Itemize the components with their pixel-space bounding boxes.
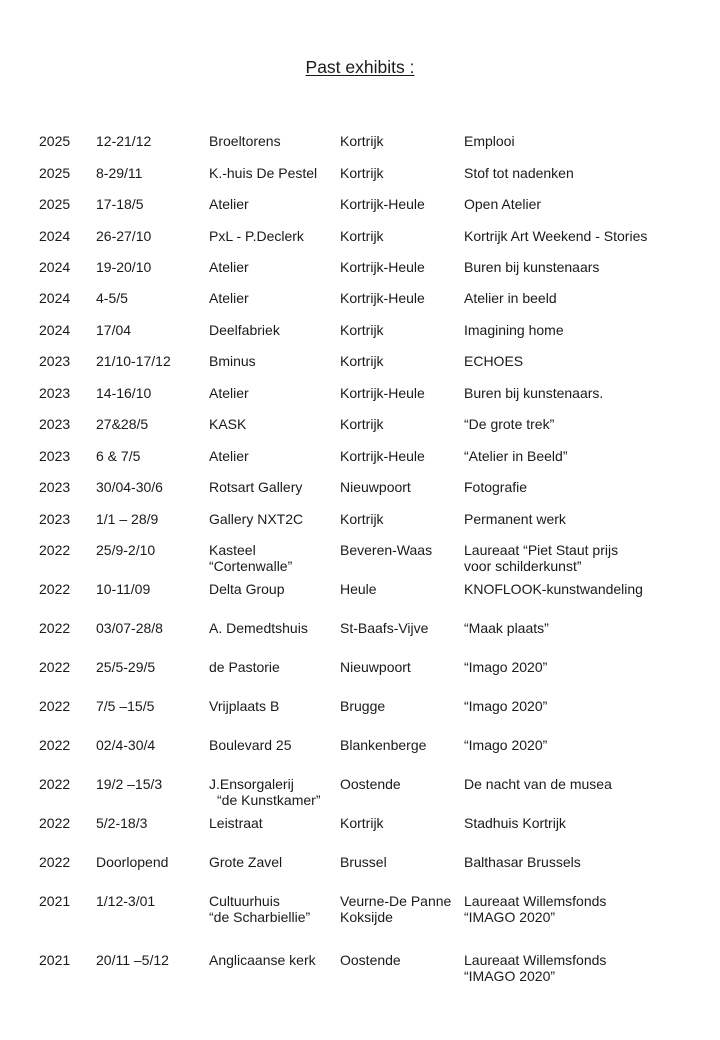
exhibit-city-line: Nieuwpoort xyxy=(340,659,411,675)
exhibit-title-line: “Maak plaats” xyxy=(464,620,549,636)
exhibit-year: 2024 xyxy=(39,259,71,275)
exhibit-city xyxy=(340,542,432,558)
exhibit-venue xyxy=(209,776,320,808)
exhibit-venue-line: Cultuurhuis xyxy=(209,893,280,909)
exhibit-city-line: Kortrijk-Heule xyxy=(340,196,425,212)
exhibit-city-line: Kortrijk xyxy=(340,511,384,527)
exhibit-title xyxy=(464,659,547,675)
exhibit-dates: 17/04 xyxy=(96,322,132,338)
exhibit-title xyxy=(464,353,523,369)
exhibit-venue xyxy=(209,133,281,149)
exhibit-title xyxy=(464,698,547,714)
exhibit-venue xyxy=(209,952,316,968)
exhibit-year: 2021 xyxy=(39,952,71,968)
exhibit-title xyxy=(464,196,541,212)
exhibit-year: 2025 xyxy=(39,133,71,149)
exhibit-title xyxy=(464,448,568,464)
exhibit-city xyxy=(340,416,384,432)
exhibit-title xyxy=(464,385,603,401)
exhibit-dates: 10-11/09 xyxy=(96,581,151,597)
exhibit-title xyxy=(464,133,515,149)
exhibit-city-line: Kortrijk xyxy=(340,133,384,149)
exhibit-venue-line: Atelier xyxy=(209,196,249,212)
exhibit-venue xyxy=(209,659,280,675)
exhibit-title-line: “Imago 2020” xyxy=(464,698,548,714)
exhibit-title-line: ECHOES xyxy=(464,353,524,369)
exhibit-title xyxy=(464,259,599,275)
exhibit-title-line: voor schilderkunst” xyxy=(464,558,582,574)
exhibit-title-line: Stadhuis Kortrijk xyxy=(464,815,566,831)
exhibit-title-line: “Imago 2020” xyxy=(464,737,548,753)
exhibit-title-line: “Atelier in Beeld” xyxy=(464,448,568,464)
exhibit-city-line: Blankenberge xyxy=(340,737,427,753)
exhibit-venue-line: Atelier xyxy=(209,259,249,275)
exhibit-city-line: Nieuwpoort xyxy=(340,479,411,495)
exhibit-venue-line: Vrijplaats B xyxy=(209,698,280,714)
exhibit-title xyxy=(464,737,547,753)
exhibit-dates: 17-18/5 xyxy=(96,196,144,212)
exhibit-venue-line: PxL - P.Declerk xyxy=(209,228,304,244)
exhibit-venue xyxy=(209,581,284,597)
exhibit-dates: 19-20/10 xyxy=(96,259,152,275)
exhibit-title xyxy=(464,620,549,636)
exhibit-dates: 4-5/5 xyxy=(96,290,128,306)
exhibit-venue-line: A. Demedtshuis xyxy=(209,620,308,636)
exhibit-city-line: Kortrijk-Heule xyxy=(340,290,425,306)
exhibit-year: 2022 xyxy=(39,815,71,831)
exhibit-title xyxy=(464,776,612,792)
exhibit-venue xyxy=(209,259,249,275)
exhibit-city xyxy=(340,165,384,181)
exhibit-title xyxy=(464,815,566,831)
exhibit-dates: 19/2 –15/3 xyxy=(96,776,163,792)
exhibit-city-line: Kortrijk xyxy=(340,165,384,181)
exhibit-title xyxy=(464,479,527,495)
exhibit-venue-line: Leistraat xyxy=(209,815,263,831)
exhibit-venue xyxy=(209,322,280,338)
exhibit-city-line: Veurne-De Panne xyxy=(340,893,452,909)
exhibit-venue-line: Rotsart Gallery xyxy=(209,479,303,495)
exhibit-year: 2023 xyxy=(39,479,71,495)
exhibit-venue-line: de Pastorie xyxy=(209,659,280,675)
exhibit-title-line: “IMAGO 2020” xyxy=(464,968,556,984)
exhibit-venue-line: Anglicaanse kerk xyxy=(209,952,316,968)
exhibit-venue-line: J.Ensorgalerij xyxy=(209,776,294,792)
exhibit-title-line: Laureaat Willemsfonds xyxy=(464,952,607,968)
exhibit-city xyxy=(340,952,401,968)
exhibit-city-line: Oostende xyxy=(340,776,401,792)
exhibit-title-line: De nacht van de musea xyxy=(464,776,612,792)
exhibit-dates: 14-16/10 xyxy=(96,385,152,401)
exhibit-title-line: Kortrijk Art Weekend - Stories xyxy=(464,228,648,244)
exhibit-title-line: Stof tot nadenken xyxy=(464,165,574,181)
exhibit-city-line: Brugge xyxy=(340,698,386,714)
exhibit-city xyxy=(340,228,384,244)
exhibit-dates: 30/04-30/6 xyxy=(96,479,163,495)
exhibit-city xyxy=(340,385,425,401)
exhibit-year: 2022 xyxy=(39,698,71,714)
exhibit-title-line: Open Atelier xyxy=(464,196,542,212)
exhibit-city-line: Kortrijk xyxy=(340,815,384,831)
exhibit-dates: 7/5 –15/5 xyxy=(96,698,155,714)
exhibit-city xyxy=(340,854,387,870)
exhibit-title xyxy=(464,542,618,574)
exhibit-venue xyxy=(209,290,249,306)
exhibit-year: 2022 xyxy=(39,659,71,675)
exhibit-year: 2025 xyxy=(39,196,71,212)
page-title-text: Past exhibits : xyxy=(305,57,415,77)
exhibit-year: 2023 xyxy=(39,385,71,401)
exhibit-title xyxy=(464,165,574,181)
exhibit-city xyxy=(340,893,451,925)
exhibit-title xyxy=(464,290,557,306)
exhibit-venue-line: Gallery NXT2C xyxy=(209,511,304,527)
exhibit-title-line: “Imago 2020” xyxy=(464,659,548,675)
exhibit-venue xyxy=(209,228,304,244)
exhibit-dates: 03/07-28/8 xyxy=(96,620,163,636)
exhibit-year: 2021 xyxy=(39,893,71,909)
exhibit-dates: 12-21/12 xyxy=(96,133,152,149)
exhibit-venue-line: Bminus xyxy=(209,353,256,369)
exhibit-dates: 21/10-17/12 xyxy=(96,353,171,369)
exhibit-venue xyxy=(209,854,282,870)
exhibit-venue-line: Boulevard 25 xyxy=(209,737,292,753)
exhibit-city xyxy=(340,448,425,464)
exhibit-city xyxy=(340,737,426,753)
exhibit-city xyxy=(340,479,411,495)
exhibit-venue-line: Atelier xyxy=(209,385,249,401)
exhibit-venue-line: Kasteel xyxy=(209,542,256,558)
exhibit-city xyxy=(340,698,385,714)
exhibit-venue-line: Grote Zavel xyxy=(209,854,283,870)
exhibit-city xyxy=(340,815,384,831)
exhibit-city-line: Brussel xyxy=(340,854,387,870)
exhibit-dates: 20/11 –5/12 xyxy=(96,952,169,968)
exhibit-city xyxy=(340,511,384,527)
exhibit-city xyxy=(340,581,377,597)
exhibit-title-line: Buren bij kunstenaars xyxy=(464,259,600,275)
exhibit-title-line: KNOFLOOK-kunstwandeling xyxy=(464,581,643,597)
exhibit-venue-line: Atelier xyxy=(209,448,249,464)
exhibit-dates: 27&28/5 xyxy=(96,416,149,432)
exhibit-city xyxy=(340,776,401,792)
exhibit-city xyxy=(340,322,384,338)
exhibit-dates: 02/4-30/4 xyxy=(96,737,156,753)
exhibit-city-line: Oostende xyxy=(340,952,401,968)
exhibit-venue-line: Atelier xyxy=(209,290,249,306)
exhibit-venue xyxy=(209,698,279,714)
exhibit-city-line: Kortrijk-Heule xyxy=(340,385,425,401)
exhibit-title-line: Buren bij kunstenaars. xyxy=(464,385,604,401)
exhibit-title xyxy=(464,893,606,925)
exhibit-city xyxy=(340,133,384,149)
exhibit-city xyxy=(340,620,428,636)
exhibit-year: 2025 xyxy=(39,165,71,181)
exhibit-venue xyxy=(209,815,263,831)
exhibit-city-line: Koksijde xyxy=(340,909,393,925)
exhibit-title-line: “De grote trek” xyxy=(464,416,555,432)
exhibit-year: 2022 xyxy=(39,737,71,753)
exhibit-venue-line: “de Scharbiellie” xyxy=(209,909,311,925)
exhibit-city-line: Kortrijk-Heule xyxy=(340,448,425,464)
exhibit-dates: 25/9-2/10 xyxy=(96,542,156,558)
exhibit-dates: 6 & 7/5 xyxy=(96,448,141,464)
exhibit-city-line: Kortrijk xyxy=(340,228,384,244)
exhibit-dates: 1/1 – 28/9 xyxy=(96,511,159,527)
exhibit-city-line: St-Baafs-Vijve xyxy=(340,620,429,636)
exhibit-venue xyxy=(209,165,317,181)
exhibit-year: 2022 xyxy=(39,854,71,870)
exhibit-city-line: Kortrijk-Heule xyxy=(340,259,425,275)
exhibit-year: 2024 xyxy=(39,228,71,244)
exhibit-city-line: Beveren-Waas xyxy=(340,542,433,558)
exhibit-title-line: Emplooi xyxy=(464,133,515,149)
exhibit-city xyxy=(340,290,425,306)
exhibit-city-line: Heule xyxy=(340,581,377,597)
exhibit-venue xyxy=(209,511,303,527)
exhibit-year: 2024 xyxy=(39,322,71,338)
exhibit-year: 2023 xyxy=(39,448,71,464)
exhibit-title xyxy=(464,581,643,597)
exhibit-title-line: “IMAGO 2020” xyxy=(464,909,556,925)
exhibit-venue xyxy=(209,737,292,753)
exhibit-title xyxy=(464,228,647,244)
exhibit-title xyxy=(464,416,554,432)
exhibit-title xyxy=(464,854,581,870)
exhibit-dates: Doorlopend xyxy=(96,854,169,870)
exhibit-venue-line: Deelfabriek xyxy=(209,322,280,338)
exhibit-city-line: Kortrijk xyxy=(340,353,384,369)
exhibit-year: 2024 xyxy=(39,290,71,306)
exhibit-venue-line: “de Kunstkamer” xyxy=(217,792,321,808)
exhibit-dates: 8-29/11 xyxy=(96,165,143,181)
exhibit-title xyxy=(464,952,606,984)
exhibit-venue xyxy=(209,353,256,369)
exhibit-dates: 5/2-18/3 xyxy=(96,815,148,831)
exhibit-venue-line: Broeltorens xyxy=(209,133,281,149)
exhibit-city-line: Kortrijk xyxy=(340,322,384,338)
exhibit-year: 2022 xyxy=(39,581,71,597)
exhibit-city xyxy=(340,196,425,212)
exhibit-title xyxy=(464,322,564,338)
exhibit-venue xyxy=(209,479,302,495)
exhibit-venue-line: Delta Group xyxy=(209,581,285,597)
exhibit-title-line: Atelier in beeld xyxy=(464,290,557,306)
exhibit-dates: 1/12-3/01 xyxy=(96,893,156,909)
page-title xyxy=(0,56,720,78)
exhibit-title-line: Permanent werk xyxy=(464,511,566,527)
exhibit-venue xyxy=(209,196,249,212)
exhibit-dates: 26-27/10 xyxy=(96,228,152,244)
exhibit-city xyxy=(340,259,425,275)
exhibit-venue xyxy=(209,448,249,464)
exhibit-venue-line: K.-huis De Pestel xyxy=(209,165,318,181)
exhibit-venue xyxy=(209,893,310,925)
exhibit-year: 2022 xyxy=(39,620,71,636)
exhibit-year: 2023 xyxy=(39,353,71,369)
exhibit-city xyxy=(340,659,411,675)
exhibit-venue-line: KASK xyxy=(209,416,247,432)
exhibit-title-line: Balthasar Brussels xyxy=(464,854,581,870)
exhibit-venue xyxy=(209,542,292,574)
exhibit-city-line: Kortrijk xyxy=(340,416,384,432)
exhibit-venue xyxy=(209,416,246,432)
exhibit-year: 2022 xyxy=(39,776,71,792)
exhibit-venue xyxy=(209,385,249,401)
exhibit-dates: 25/5-29/5 xyxy=(96,659,156,675)
exhibit-venue-line: “Cortenwalle” xyxy=(209,558,293,574)
exhibit-title-line: Fotografie xyxy=(464,479,528,495)
exhibit-year: 2023 xyxy=(39,416,71,432)
exhibit-city xyxy=(340,353,384,369)
exhibit-year: 2022 xyxy=(39,542,71,558)
exhibit-title-line: Laureaat “Piet Staut prijs xyxy=(464,542,619,558)
exhibit-title-line: Laureaat Willemsfonds xyxy=(464,893,607,909)
exhibit-venue xyxy=(209,620,308,636)
exhibit-title-line: Imagining home xyxy=(464,322,564,338)
exhibit-title xyxy=(464,511,566,527)
exhibit-year: 2023 xyxy=(39,511,71,527)
